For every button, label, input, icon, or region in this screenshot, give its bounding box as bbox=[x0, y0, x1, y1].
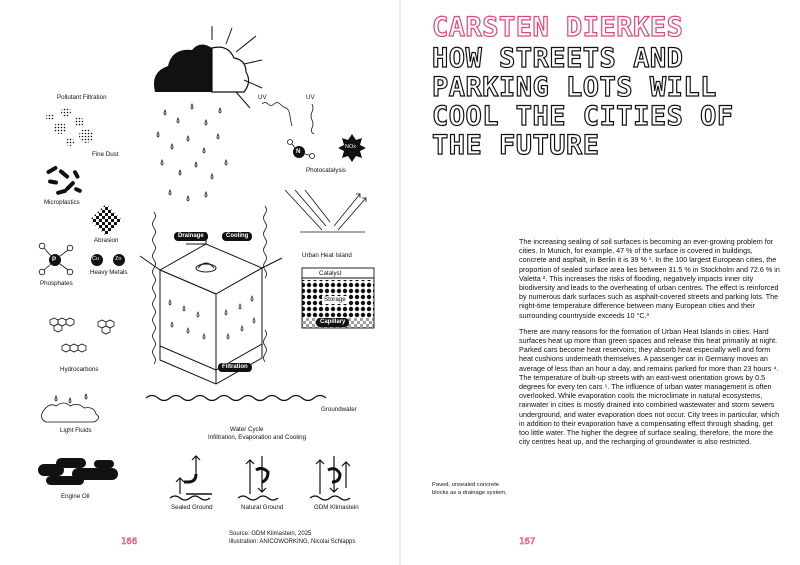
label-catalyst: Catalyst bbox=[319, 270, 342, 277]
title-line-4: THE FUTURE bbox=[432, 130, 600, 161]
klimastein-icon bbox=[310, 456, 350, 500]
uv-rays bbox=[262, 103, 314, 135]
label-gdm-klimastein: GDM Klimastein bbox=[314, 504, 359, 511]
paragraph-2: There are many reasons for the formation of Urban Heat Islands in cities. Hard surfaces heat up more than green spaces and release this heat primarily at night. Parked cars become heat reservoirs; they absorb heat especially well and form heat cushions underneath themselves. A passenger car in Germany moves an average of less than an hour a day, and remains parked for more than 23 hours ⁴. The temperature of built-up streets with an east-west orientation grows by 0.5 degrees for every ten cars ⁵. The influence of urban water management is often overlooked. While evaporation cools the microclimate in natural ecosystems, rainwater in cities is mostly drained into combined wastewater and storm sewers underground, and water evaporation does not occur. City trees in particular, which in addition to their evaporation have a compensating effect through shading, get too little water. The higher the degree of surface sealing, therefore, the more the city centres heat up, and the recharging of groundwater is also restricted. bbox=[519, 326, 780, 447]
title-line-1: HOW STREETS AND bbox=[432, 43, 684, 74]
article-body bbox=[519, 237, 781, 453]
label-engine-oil: Engine Oil bbox=[61, 493, 90, 500]
abrasion-icon bbox=[90, 204, 122, 236]
label-cu: Cu bbox=[92, 256, 100, 262]
label-uv-1: UV bbox=[258, 94, 267, 101]
label-groundwater: Groundwater bbox=[321, 406, 357, 413]
label-pollutant-filtration: Pollutant Filtration bbox=[57, 94, 107, 101]
label-hydrocarbons: Hydrocarbons bbox=[60, 366, 99, 373]
microplastics-icon bbox=[46, 165, 83, 195]
rain-drops bbox=[157, 104, 227, 201]
title-line-3: COOL THE CITIES OF bbox=[432, 101, 734, 132]
label-water-cycle-sub: Infiltration, Evaporation and Cooling bbox=[208, 434, 307, 441]
sealed-ground-icon bbox=[170, 456, 212, 500]
fine-dust-icon bbox=[46, 107, 93, 146]
label-cooling: Cooling bbox=[222, 232, 252, 241]
label-water-cycle: Water Cycle bbox=[230, 426, 264, 433]
label-uv-2: UV bbox=[306, 94, 315, 101]
label-drainage: Drainage bbox=[174, 232, 208, 241]
concrete-block-illustration bbox=[140, 232, 282, 384]
label-fine-dust: Fine Dust bbox=[92, 151, 119, 158]
page-number-left: 166 bbox=[121, 537, 138, 547]
page-number-right: 167 bbox=[519, 537, 536, 547]
illustration-credits bbox=[229, 530, 355, 546]
label-phosphates: Phosphates bbox=[40, 280, 73, 287]
title-line-2: PARKING LOTS WILL bbox=[432, 72, 717, 103]
label-microplastics: Microplastics bbox=[44, 199, 80, 206]
label-urban-heat-island: Urban Heat Island bbox=[302, 252, 352, 259]
label-light-fluids: Light Fluids bbox=[60, 427, 92, 434]
credit-illustration: Illustration: ANICOWORKING, Nicolai Schlapps bbox=[229, 539, 356, 545]
label-filtration: Filtration bbox=[218, 363, 252, 372]
label-p: P bbox=[52, 256, 57, 263]
label-storage: Storage bbox=[324, 296, 346, 303]
label-sealed-ground: Sealed Ground bbox=[171, 504, 213, 511]
light-fluids-icon bbox=[41, 394, 98, 422]
paragraph-1: The increasing sealing of soil surfaces is becoming an ever-growing problem for cities. In Munich, for example, 47 % of the surface is covered in buildings, concrete and asphalt, in Berlin it is 39 % ¹. In the 100 largest European cities, the proportion of sealed surface area lies between 31.5 % in Stockholm and 72.6 % in Valetta ². This increases the risks of flooding, negatively impacts inner city biodiversity and leads to the overheating of urban centres. The effect is reinforced by numerous dark surfaces such as asphalt-covered streets and parking lots. The night-time temperature difference between many European cities and their surrounding countryside exceeds 10 °C.³ bbox=[519, 237, 780, 320]
article-title bbox=[432, 44, 792, 160]
photo-caption: Paved, unsealed concrete blocks as a drainage system. bbox=[432, 482, 507, 496]
label-abrasion: Abrasion bbox=[94, 237, 119, 244]
cloud-sun-icon bbox=[154, 26, 262, 108]
engine-oil-icon bbox=[38, 458, 118, 485]
author-name: CARSTEN DIERKES bbox=[432, 12, 684, 43]
natural-ground-icon bbox=[238, 456, 278, 500]
label-heavy-metals: Heavy Metals bbox=[90, 269, 128, 276]
label-zn: Zn bbox=[115, 256, 122, 262]
label-photocatalysis: Photocatalysis bbox=[306, 167, 346, 174]
label-n: N bbox=[296, 148, 301, 155]
credit-source: Source: GDM Klimastein, 2025 bbox=[229, 531, 312, 537]
label-natural-ground: Natural Ground bbox=[241, 504, 284, 511]
heat-island-icon bbox=[285, 190, 366, 232]
label-capillary: Capillary bbox=[316, 318, 349, 327]
label-nox: NOx bbox=[345, 144, 356, 150]
groundwater-wave bbox=[146, 396, 326, 401]
book-gutter bbox=[399, 0, 401, 565]
hydrocarbons-icon bbox=[50, 318, 114, 352]
